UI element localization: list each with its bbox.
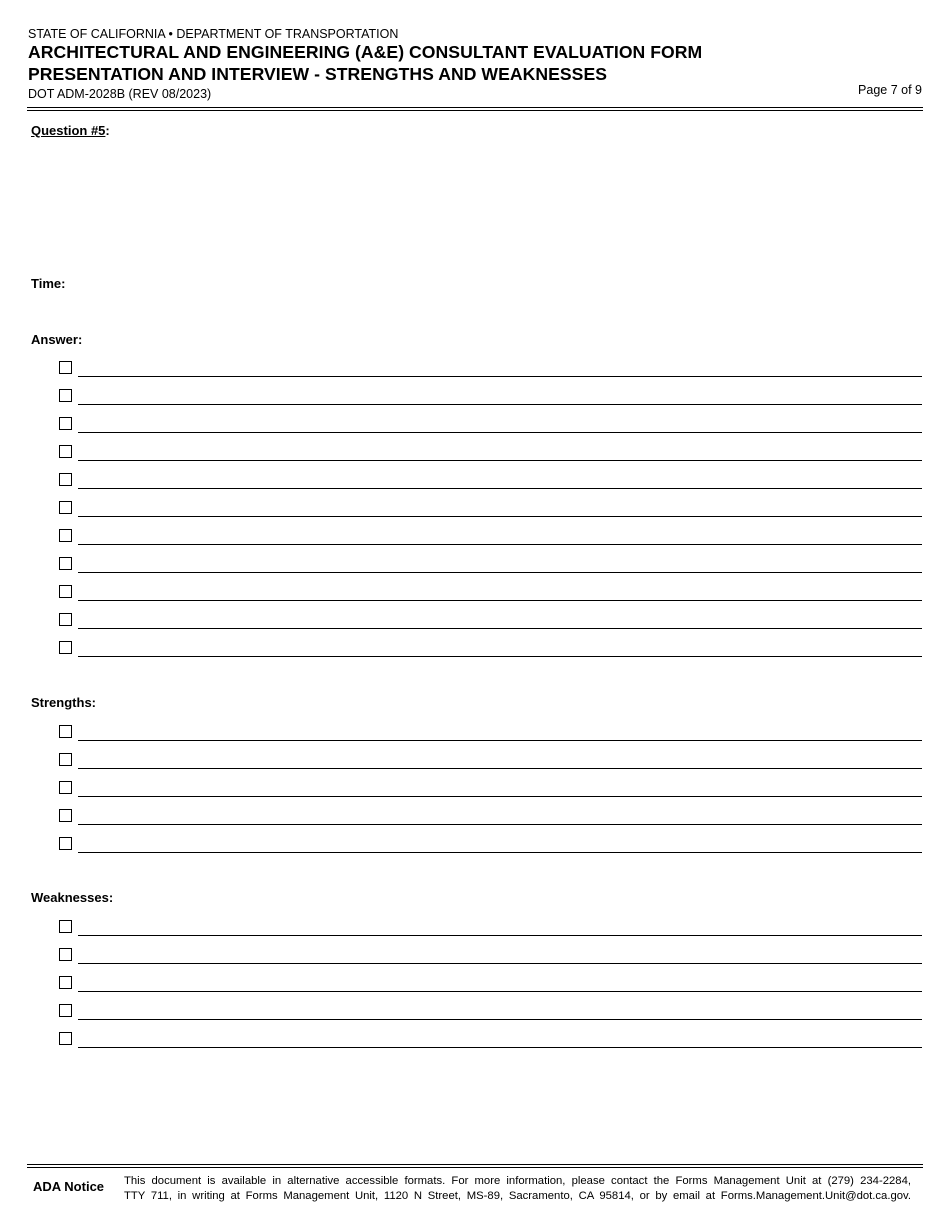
answer-label: Answer: <box>31 332 83 347</box>
form-header <box>28 27 922 102</box>
strength-row <box>59 723 922 751</box>
answer-line[interactable] <box>78 600 922 601</box>
answer-line[interactable] <box>78 460 922 461</box>
weaknesses-rows <box>59 918 922 1058</box>
weakness-row <box>59 918 922 946</box>
strength-line[interactable] <box>78 768 922 769</box>
strength-line[interactable] <box>78 852 922 853</box>
answer-row <box>59 359 922 387</box>
ada-notice-line2: TTY 711, in writing at Forms Management Unit, 1120 N Street, MS-89, Sacramento, CA 95814, or by email at Forms.Management.Unit@dot.ca.gov. <box>124 1190 911 1202</box>
weakness-line[interactable] <box>78 963 922 964</box>
page-number: Page 7 of 9 <box>858 83 922 97</box>
answer-row <box>59 415 922 443</box>
strengths-rows <box>59 723 922 863</box>
answer-checkbox[interactable] <box>59 529 72 542</box>
answer-row <box>59 471 922 499</box>
form-title-line1: ARCHITECTURAL AND ENGINEERING (A&E) CONSULTANT EVALUATION FORM <box>28 42 703 62</box>
answer-checkbox[interactable] <box>59 473 72 486</box>
weakness-row <box>59 946 922 974</box>
strength-line[interactable] <box>78 824 922 825</box>
answer-line[interactable] <box>78 628 922 629</box>
answer-row <box>59 555 922 583</box>
answer-checkbox[interactable] <box>59 361 72 374</box>
strength-row <box>59 751 922 779</box>
weakness-checkbox[interactable] <box>59 920 72 933</box>
answer-checkbox[interactable] <box>59 585 72 598</box>
answer-row <box>59 639 922 667</box>
weakness-checkbox[interactable] <box>59 1032 72 1045</box>
weakness-row <box>59 1002 922 1030</box>
weakness-checkbox[interactable] <box>59 1004 72 1017</box>
answer-checkbox[interactable] <box>59 389 72 402</box>
answer-checkbox[interactable] <box>59 613 72 626</box>
answer-line[interactable] <box>78 404 922 405</box>
answer-line[interactable] <box>78 432 922 433</box>
answer-line[interactable] <box>78 544 922 545</box>
strength-checkbox[interactable] <box>59 725 72 738</box>
answer-rows <box>59 359 922 667</box>
answer-row <box>59 499 922 527</box>
answer-line[interactable] <box>78 376 922 377</box>
question-colon: : <box>105 123 110 138</box>
strength-line[interactable] <box>78 740 922 741</box>
answer-row <box>59 583 922 611</box>
weaknesses-label: Weaknesses: <box>31 890 114 905</box>
footer-divider <box>27 1164 923 1168</box>
weakness-row <box>59 974 922 1002</box>
form-number: DOT ADM-2028B (REV 08/2023) <box>28 87 212 101</box>
weakness-line[interactable] <box>78 991 922 992</box>
weakness-line[interactable] <box>78 1047 922 1048</box>
ada-notice-label: ADA Notice <box>33 1179 105 1194</box>
answer-checkbox[interactable] <box>59 445 72 458</box>
strength-row <box>59 835 922 863</box>
answer-row <box>59 443 922 471</box>
question-number: Question #5 <box>31 123 106 138</box>
weakness-row <box>59 1030 922 1058</box>
strength-checkbox[interactable] <box>59 809 72 822</box>
answer-checkbox[interactable] <box>59 641 72 654</box>
weakness-checkbox[interactable] <box>59 976 72 989</box>
answer-checkbox[interactable] <box>59 557 72 570</box>
ada-notice-line1: This document is available in alternative accessible formats. For more information, please contact the Forms Management Unit at (279) 234-2284, <box>124 1175 911 1187</box>
strength-checkbox[interactable] <box>59 753 72 766</box>
question-label <box>31 123 110 138</box>
strength-line[interactable] <box>78 796 922 797</box>
answer-line[interactable] <box>78 516 922 517</box>
answer-checkbox[interactable] <box>59 417 72 430</box>
answer-row <box>59 611 922 639</box>
strength-checkbox[interactable] <box>59 781 72 794</box>
answer-row <box>59 387 922 415</box>
time-label: Time: <box>31 276 66 291</box>
answer-checkbox[interactable] <box>59 501 72 514</box>
form-title-line2: PRESENTATION AND INTERVIEW - STRENGTHS AND WEAKNESSES <box>28 64 608 84</box>
answer-line[interactable] <box>78 656 922 657</box>
weakness-checkbox[interactable] <box>59 948 72 961</box>
weakness-line[interactable] <box>78 935 922 936</box>
strengths-label: Strengths: <box>31 695 96 710</box>
strength-row <box>59 807 922 835</box>
header-divider <box>27 107 923 111</box>
answer-row <box>59 527 922 555</box>
ada-notice-text <box>124 1174 911 1204</box>
answer-line[interactable] <box>78 572 922 573</box>
weakness-line[interactable] <box>78 1019 922 1020</box>
strength-checkbox[interactable] <box>59 837 72 850</box>
agency-name: STATE OF CALIFORNIA • DEPARTMENT OF TRANSPORTATION <box>28 27 399 41</box>
answer-line[interactable] <box>78 488 922 489</box>
strength-row <box>59 779 922 807</box>
